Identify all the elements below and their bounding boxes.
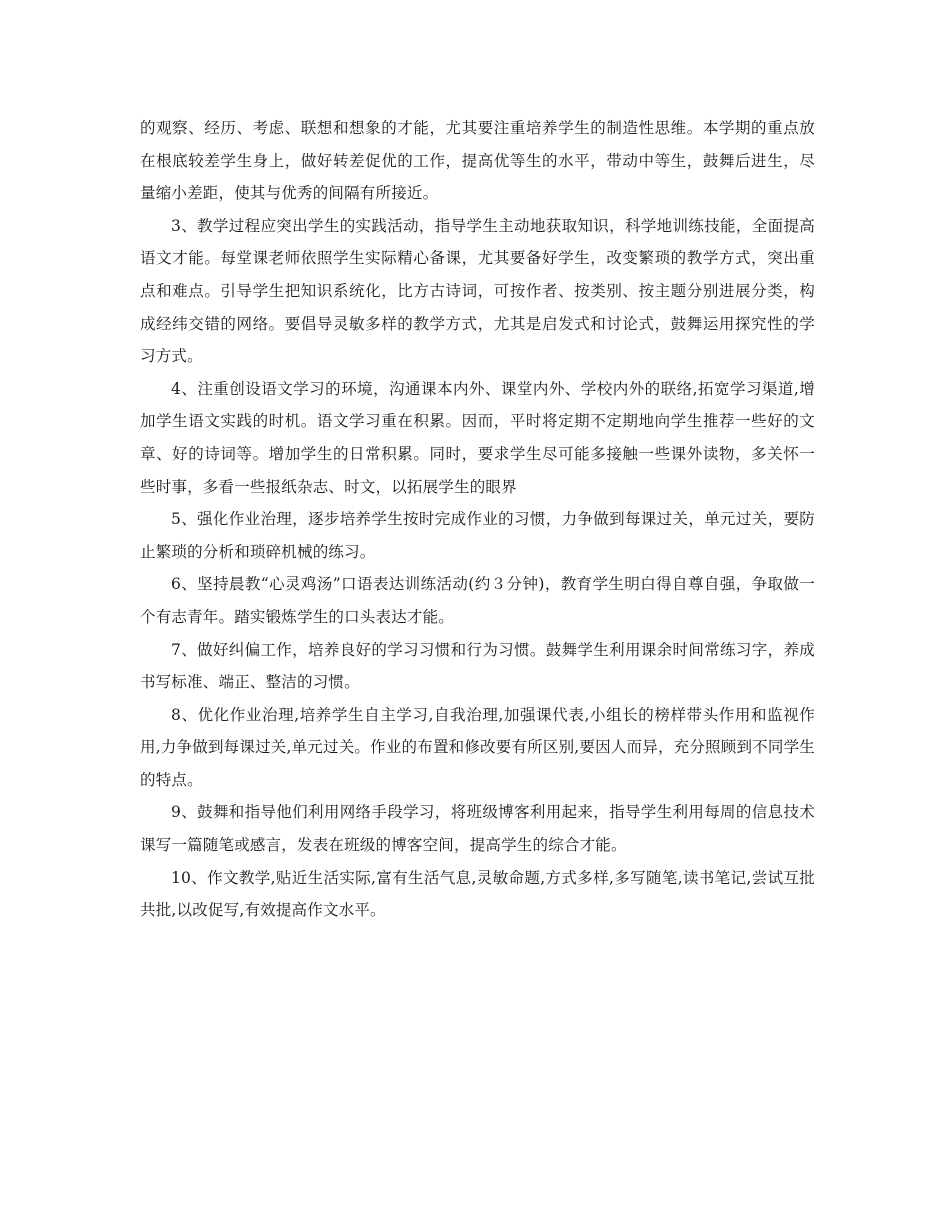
- paragraph-item-5: 5、强化作业治理，逐步培养学生按时完成作业的习惯，力争做到每课过关，单元过关，要防止繁琐的分析和琐碎机械的练习。: [140, 510, 815, 561]
- paragraph-item-6: 6、坚持晨教“心灵鸡汤”口语表达训练活动(约３分钟)，教育学生明白得自尊自强，争取做一个有志青年。踏实锻炼学生的口头表达才能。: [140, 575, 815, 626]
- paragraph-continuation: 的观察、经历、考虑、联想和想象的才能，尤其要注重培养学生的制造性思维。本学期的重点放在根底较差学生身上，做好转差促优的工作，提高优等生的水平，带动中等生，鼓舞后进生，尽量缩小差距，使其与优秀的间隔有所接近。: [140, 119, 815, 203]
- document-body: [140, 112, 815, 927]
- paragraph-item-7: 7、做好纠偏工作，培养良好的学习习惯和行为习惯。鼓舞学生利用课余时间常练习字，养成书写标准、端正、整洁的习惯。: [140, 640, 815, 692]
- paragraph-item-10: 10、作文教学,贴近生活实际,富有生活气息,灵敏命题,方式多样,多写随笔,读书笔记,尝试互批共批,以改促写,有效提高作文水平。: [140, 868, 815, 920]
- paragraph-item-4: 4、注重创设语文学习的环境，沟通课本内外、课堂内外、学校内外的联络,拓宽学习渠道,增加学生语文实践的时机。语文学习重在积累。因而，平时将定期不定期地向学生推荐一些好的文章、好的诗词等。增加学生的日常积累。同时，要求学生尽可能多接触一些课外读物，多关怀一些时事，多看一些报纸杂志、时文，以拓展学生的眼界: [140, 379, 815, 496]
- paragraph-item-3: 3、教学过程应突出学生的实践活动，指导学生主动地获取知识，科学地训练技能，全面提高语文才能。每堂课老师依照学生实际精心备课，尤其要备好学生，改变繁琐的教学方式，突出重点和难点。引导学生把知识系统化，比方古诗词，可按作者、按类别、按主题分别进展分类，构成经纬交错的网络。要倡导灵敏多样的教学方式，尤其是启发式和讨论式，鼓舞运用探究性的学习方式。: [140, 216, 815, 366]
- paragraph-item-9: 9、鼓舞和指导他们利用网络手段学习，将班级博客利用起来，指导学生利用每周的信息技术课写一篇随笔或感言，发表在班级的博客空间，提高学生的综合才能。: [140, 803, 815, 855]
- paragraph-item-8: 8、优化作业治理,培养学生自主学习,自我治理,加强课代表,小组长的榜样带头作用和监视作用,力争做到每课过关,单元过关。作业的布置和修改要有所区别,要因人而异，充分照顾到不同学生的特点。: [140, 705, 815, 789]
